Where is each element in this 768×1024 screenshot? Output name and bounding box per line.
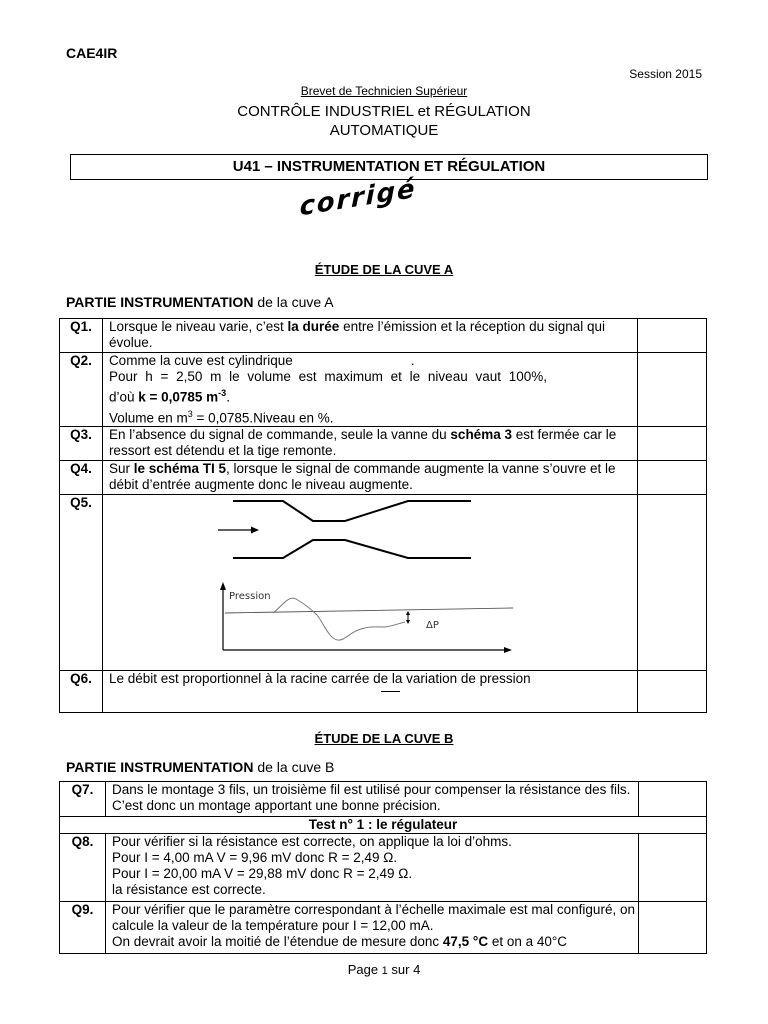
page-footer xyxy=(0,962,768,977)
text: Volume en m xyxy=(108,410,188,425)
question-number: Q3. xyxy=(60,427,103,461)
text: Lorsque le niveau varie, c’est xyxy=(108,319,288,334)
answer-q9 xyxy=(105,902,638,954)
line: Le débit est proportionnel à la racine carrée de la variation de pression xyxy=(108,671,531,686)
delta-p-arrow-down-icon xyxy=(406,620,410,624)
score-cell xyxy=(639,902,707,954)
question-number: Q4. xyxy=(60,461,103,495)
partie-bold: PARTIE INSTRUMENTATION xyxy=(66,294,254,310)
score-cell xyxy=(638,461,707,495)
text: Sur xyxy=(108,461,134,476)
delta-p-arrow-up-icon xyxy=(406,611,410,615)
section-heading-cuve-a: ÉTUDE DE LA CUVE A xyxy=(314,262,454,277)
brevet-title: Brevet de Technicien Supérieur xyxy=(300,84,468,98)
section-heading-cuve-b: ÉTUDE DE LA CUVE B xyxy=(314,731,454,746)
session-label: Session 2015 xyxy=(629,67,702,81)
table-cuve-a xyxy=(59,318,707,713)
answer-q1 xyxy=(102,319,637,353)
table-row xyxy=(60,495,707,671)
x-axis-arrow-icon xyxy=(504,647,512,653)
graph-pressure-curve xyxy=(273,598,405,640)
question-number: Q2. xyxy=(60,353,103,427)
bold-text: le schéma TI 5 xyxy=(133,461,227,476)
text: . xyxy=(226,389,230,405)
fraction-bar xyxy=(381,691,400,692)
answer-q8 xyxy=(105,834,638,902)
text: On devrait avoir la moitié de l’étendue de mesure donc xyxy=(111,934,443,949)
exam-title-line1: CONTRÔLE INDUSTRIEL et RÉGULATION xyxy=(237,103,531,120)
superscript: -3 xyxy=(218,388,227,398)
page-number: 1 xyxy=(381,965,388,977)
graph-reference-line xyxy=(225,608,513,613)
text: entre l’émission et la réception du signal qui évolue. xyxy=(108,319,605,350)
line: Pour vérifier que le paramètre correspondant à l’échelle maximale est mal configuré, on calcule la valeur de la température pour I = 12,00 mA. xyxy=(111,902,635,933)
line: Pour h = 2,50 m le volume est maximum et le niveau vaut 100%, xyxy=(108,369,548,384)
graph-pressure-label: Pression xyxy=(228,591,271,602)
question-number: Q9. xyxy=(60,902,106,954)
table-row xyxy=(60,834,707,902)
line xyxy=(109,353,637,369)
text: , lorsque le signal de commande augmente la vanne s’ouvre et le débit d’entrée augmente donc le niveau augmente. xyxy=(108,461,616,492)
table-cuve-b xyxy=(59,781,707,954)
answer-q7: Dans le montage 3 fils, un troisième fil est utilisé pour compenser la résistance des fils. C’est donc un montage apportant une bonne précision. xyxy=(105,782,638,817)
line: Pour I = 20,00 mA V = 29,88 mV donc R = 2,49 Ω. xyxy=(111,866,413,881)
venturi-figure xyxy=(103,495,633,669)
question-number: Q6. xyxy=(60,671,103,713)
line: la résistance est correcte. xyxy=(111,882,266,897)
graph-delta-p-label: ΔP xyxy=(425,620,439,631)
table-row xyxy=(60,817,707,834)
score-cell xyxy=(638,353,707,427)
bold-text: 47,5 °C xyxy=(442,934,489,949)
text: est fermée car le ressort est détendu et la tige remonte. xyxy=(108,427,617,458)
bold-text: schéma 3 xyxy=(450,427,512,442)
question-number: Q7. xyxy=(60,782,106,817)
answer-q4 xyxy=(102,461,637,495)
line xyxy=(109,406,637,427)
flow-arrow-icon xyxy=(251,527,259,534)
venturi-top-wall xyxy=(233,501,471,521)
partie-bold: PARTIE INSTRUMENTATION xyxy=(66,759,254,775)
table-row xyxy=(60,427,707,461)
answer-q6 xyxy=(102,671,637,713)
score-cell xyxy=(638,495,707,671)
text: et on a 40°C xyxy=(488,934,568,949)
table-row xyxy=(60,461,707,495)
text: Comme la cuve est cylindrique xyxy=(108,353,293,368)
line: Pour vérifier si la résistance est correcte, on applique la loi d’ohms. xyxy=(111,834,512,849)
score-cell xyxy=(638,427,707,461)
text: d’où xyxy=(108,389,139,405)
bold-text: la durée xyxy=(287,319,340,334)
table-row xyxy=(60,782,707,817)
table-row xyxy=(60,671,707,713)
venturi-bottom-wall xyxy=(233,540,471,558)
bold-text: k = 0,0785 m xyxy=(138,389,219,405)
score-cell xyxy=(639,782,707,817)
document-code: CAE4IR xyxy=(66,45,118,61)
table-row xyxy=(60,319,707,353)
score-cell xyxy=(638,319,707,353)
text: sur 4 xyxy=(387,962,421,977)
question-number: Q5. xyxy=(60,495,103,671)
question-number: Q8. xyxy=(60,834,106,902)
text: . xyxy=(410,353,415,368)
y-axis-arrow-icon xyxy=(220,582,226,590)
table-row xyxy=(60,902,707,954)
text: = 0,0785.Niveau en %. xyxy=(192,410,334,425)
exam-title-line2: AUTOMATIQUE xyxy=(329,122,439,139)
superscript: 3 xyxy=(187,408,193,419)
unit-title: U41 – INSTRUMENTATION ET RÉGULATION xyxy=(70,154,708,180)
line xyxy=(112,934,638,950)
partie-heading-cuve-a xyxy=(66,294,334,310)
line xyxy=(109,385,637,406)
text: Page xyxy=(347,962,382,977)
partie-rest: de la cuve A xyxy=(253,294,334,310)
line: Pour I = 4,00 mA V = 9,96 mV donc R = 2,49 Ω. xyxy=(111,850,398,865)
partie-heading-cuve-b xyxy=(66,759,334,775)
answer-q2 xyxy=(102,353,637,427)
exam-title xyxy=(0,102,768,140)
score-cell xyxy=(639,834,707,902)
table-row xyxy=(60,353,707,427)
answer-q3 xyxy=(102,427,637,461)
test-heading: Test n° 1 : le régulateur xyxy=(60,817,707,834)
partie-rest: de la cuve B xyxy=(253,759,335,775)
question-number: Q1. xyxy=(60,319,103,353)
answer-q5 xyxy=(102,495,637,671)
text: En l’absence du signal de commande, seule la vanne du xyxy=(108,427,451,442)
corrige-stamp: corrigé xyxy=(299,173,417,223)
score-cell xyxy=(638,671,707,713)
